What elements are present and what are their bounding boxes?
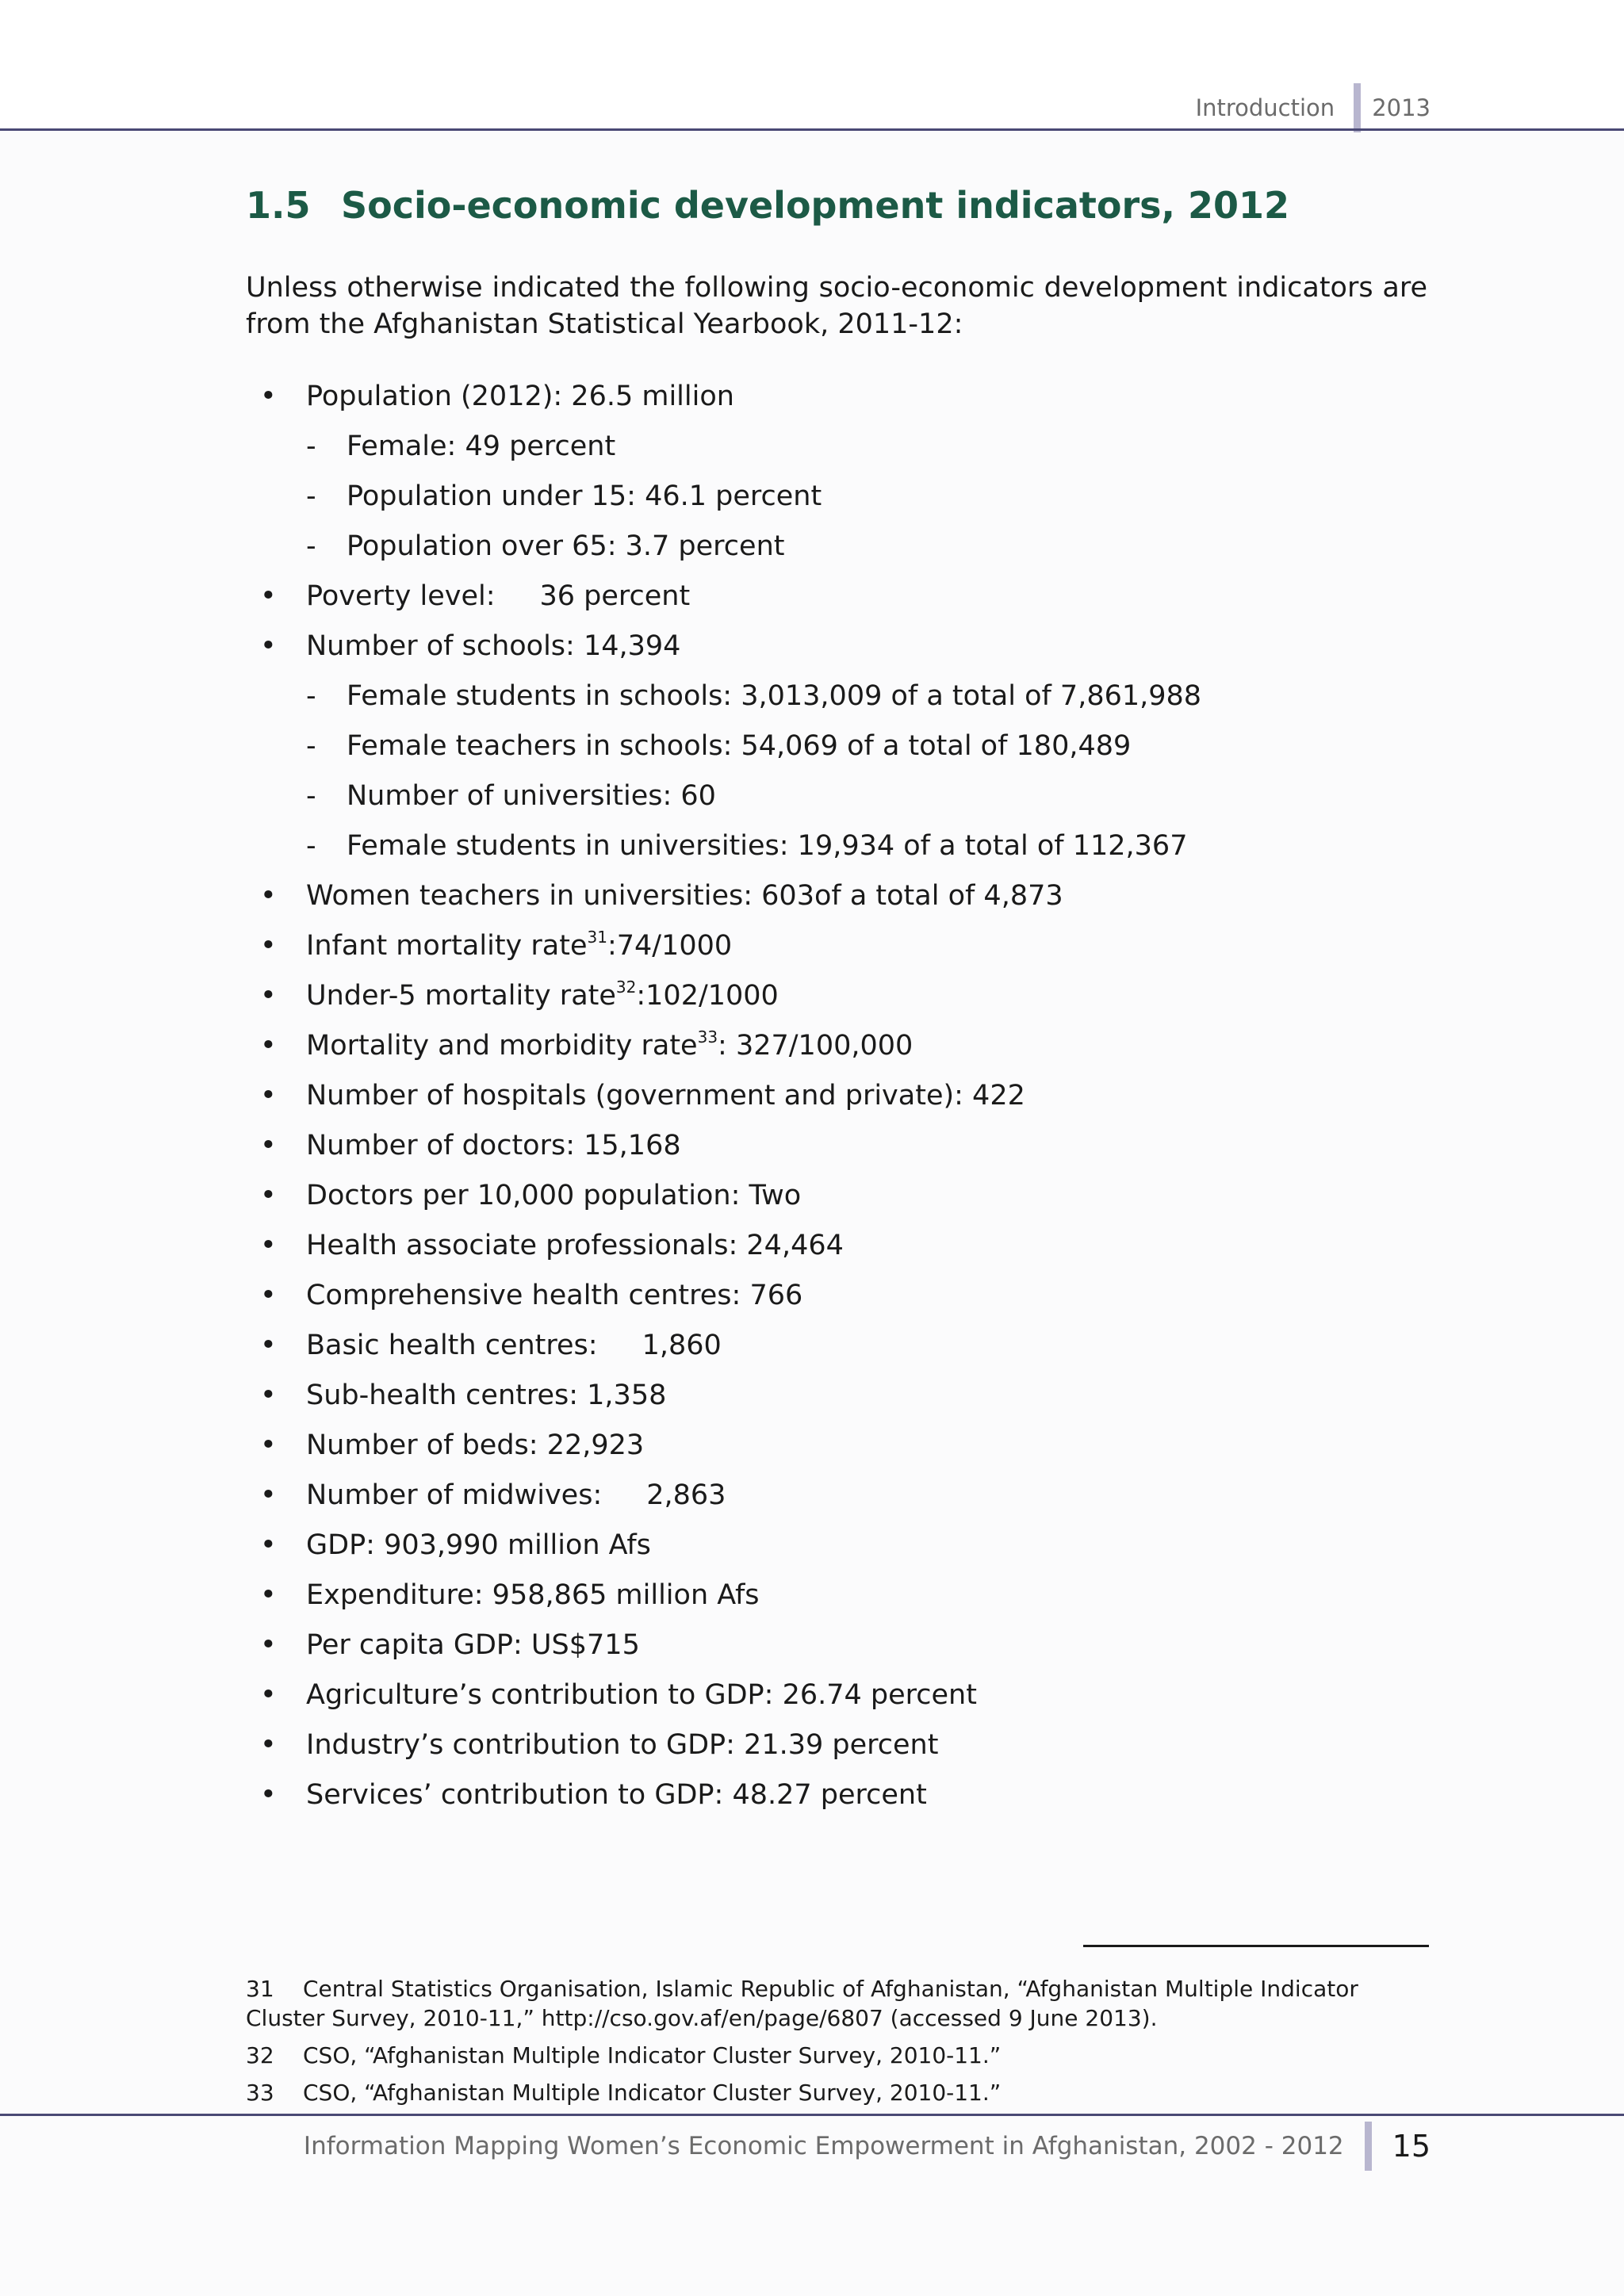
running-footer bbox=[304, 2122, 1431, 2171]
list-item: • Women teachers in universities: 603of a total of 4,873 bbox=[0, 875, 1624, 925]
footnote-32: 32 CSO, “Afghanistan Multiple Indicator Cluster Survey, 2010-11.” bbox=[246, 2042, 1002, 2068]
bullet-icon: • bbox=[260, 1380, 277, 1411]
dash-icon: - bbox=[306, 480, 316, 512]
bullet-icon: • bbox=[260, 1080, 277, 1112]
bullet-icon: • bbox=[260, 630, 277, 662]
bullet-icon: • bbox=[260, 580, 277, 612]
bullet-icon: • bbox=[260, 1280, 277, 1311]
intro-paragraph: Unless otherwise indicated the following socio-economic development indicators are from the Afghanistan Statistical Yearbook, 2011-12: bbox=[246, 272, 1427, 340]
list-subitem: - Female: 49 percent bbox=[0, 426, 1624, 476]
bullet-icon: • bbox=[260, 1779, 277, 1811]
list-item: • Health associate professionals: 24,464 bbox=[0, 1225, 1624, 1275]
dash-icon: - bbox=[306, 780, 316, 812]
dash-icon: - bbox=[306, 830, 316, 862]
footnote-ref[interactable]: 32 bbox=[615, 978, 637, 997]
list-subitem: - Population under 15: 46.1 percent bbox=[0, 476, 1624, 526]
bullet-icon: • bbox=[260, 1529, 277, 1561]
dash-icon: - bbox=[306, 430, 316, 462]
list-item: • Comprehensive health centres: 766 bbox=[0, 1275, 1624, 1325]
list-subitem: - Population over 65: 3.7 percent bbox=[0, 526, 1624, 576]
bullet-icon: • bbox=[260, 1230, 277, 1261]
list-item: • Poverty level: 36 percent bbox=[0, 576, 1624, 626]
bullet-icon: • bbox=[260, 1130, 277, 1161]
list-item: • Number of hospitals (government and private): 422 bbox=[0, 1075, 1624, 1125]
list-item: • Number of midwives: 2,863 bbox=[0, 1475, 1624, 1525]
list-item: • Mortality and morbidity rate$^{33}$: 327/100,000 bbox=[0, 1025, 1624, 1075]
bullet-icon: • bbox=[260, 1030, 277, 1062]
list-item: • Sub-health centres: 1,358 bbox=[0, 1375, 1624, 1425]
list-item: • Basic health centres: 1,860 bbox=[0, 1325, 1624, 1375]
list-item: • Under-5 mortality rate$^{32}$:102/1000 bbox=[0, 975, 1624, 1025]
list-item: • Doctors per 10,000 population: Two bbox=[0, 1175, 1624, 1225]
list-item: • Expenditure: 958,865 million Afs bbox=[0, 1575, 1624, 1624]
header-section-label: Introduction bbox=[1195, 94, 1335, 121]
footnote-separator bbox=[1083, 1945, 1429, 1947]
list-subitem: - Female teachers in schools: 54,069 of a total of 180,489 bbox=[0, 725, 1624, 775]
footnote-ref[interactable]: 33 bbox=[697, 1027, 718, 1047]
bullet-icon: • bbox=[260, 1429, 277, 1461]
page-number: 15 bbox=[1392, 2129, 1431, 2164]
list-item: • Number of beds: 22,923 bbox=[0, 1425, 1624, 1475]
bullet-icon: • bbox=[260, 1629, 277, 1661]
section-number: 1.5 bbox=[246, 184, 311, 227]
footnote-31: 31 Central Statistics Organisation, Islamic Republic of Afghanistan, “Afghanistan Multiple Indicator Cluster Survey, 2010-11,” http://cso.gov.af/en/page/6807 (accessed 9 June 2013). bbox=[246, 1976, 1358, 2031]
footnote-33: 33 CSO, “Afghanistan Multiple Indicator Cluster Survey, 2010-11.” bbox=[246, 2080, 1002, 2106]
indicator-list bbox=[0, 376, 1624, 1824]
bullet-icon: • bbox=[260, 930, 277, 962]
header-year: 2013 bbox=[1372, 94, 1431, 121]
list-item: • Infant mortality rate$^{31}$:74/1000 bbox=[0, 925, 1624, 975]
bullet-icon: • bbox=[260, 1579, 277, 1611]
header-rule bbox=[0, 128, 1624, 131]
list-item: • Number of schools: 14,394 bbox=[0, 626, 1624, 675]
dash-icon: - bbox=[306, 530, 316, 562]
list-item: • Population (2012): 26.5 million bbox=[0, 376, 1624, 426]
bullet-icon: • bbox=[260, 880, 277, 912]
bullet-icon: • bbox=[260, 381, 277, 412]
list-subitem: - Number of universities: 60 bbox=[0, 775, 1624, 825]
list-item: • Number of doctors: 15,168 bbox=[0, 1125, 1624, 1175]
bullet-icon: • bbox=[260, 1479, 277, 1511]
footnote-ref[interactable]: 31 bbox=[587, 928, 607, 947]
dash-icon: - bbox=[306, 730, 316, 762]
footer-publication-title: Information Mapping Women’s Economic Empowerment in Afghanistan, 2002 - 2012 bbox=[303, 2132, 1344, 2160]
bullet-icon: • bbox=[260, 1180, 277, 1211]
bullet-icon: • bbox=[260, 980, 277, 1012]
section-heading bbox=[246, 184, 1289, 227]
footer-divider bbox=[1365, 2122, 1372, 2171]
list-subitem: - Female students in schools: 3,013,009 of a total of 7,861,988 bbox=[0, 675, 1624, 725]
footer-rule bbox=[0, 2114, 1624, 2116]
list-item: • Services’ contribution to GDP: 48.27 percent bbox=[0, 1774, 1624, 1824]
list-item: • Agriculture’s contribution to GDP: 26.74 percent bbox=[0, 1674, 1624, 1724]
list-subitem: - Female students in universities: 19,934 of a total of 112,367 bbox=[0, 825, 1624, 875]
bullet-icon: • bbox=[260, 1679, 277, 1711]
dash-icon: - bbox=[306, 680, 316, 712]
list-item: • Per capita GDP: US$715 bbox=[0, 1624, 1624, 1674]
bullet-icon: • bbox=[260, 1729, 277, 1761]
footnotes bbox=[246, 1974, 1429, 2115]
list-item: • Industry’s contribution to GDP: 21.39 percent bbox=[0, 1724, 1624, 1774]
header-divider bbox=[1354, 83, 1361, 132]
list-item: • GDP: 903,990 million Afs bbox=[0, 1525, 1624, 1575]
section-title: Socio-economic development indicators, 2012 bbox=[341, 184, 1290, 227]
bullet-icon: • bbox=[260, 1330, 277, 1361]
running-header bbox=[1196, 87, 1431, 128]
